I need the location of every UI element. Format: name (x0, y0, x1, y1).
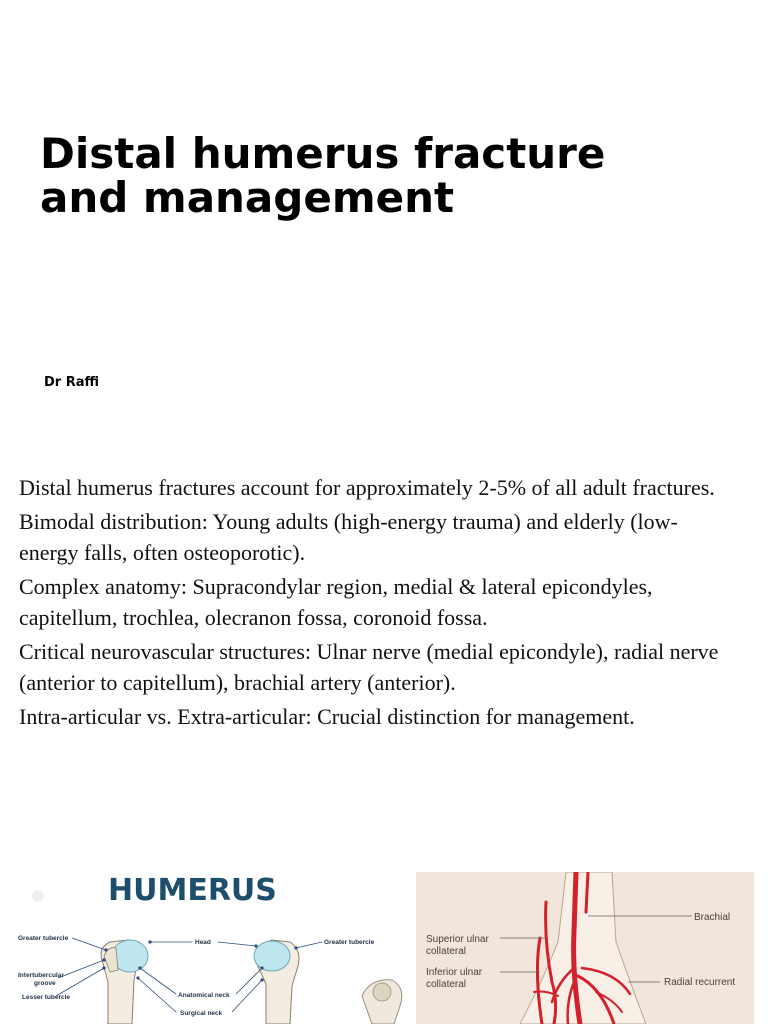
label-intertubercular-groove-2: groove (34, 980, 56, 987)
slide-title-line-2: and management (40, 173, 455, 222)
slide-title (40, 129, 740, 222)
overview-bullet-list (19, 472, 719, 735)
bullet-item: Critical neurovascular structures: Ulnar nerve (medial epicondyle), radial nerve (anterior to capitellum), brachial artery (anterior). (19, 639, 719, 695)
watermark-mark (32, 890, 44, 902)
bullet-item: Bimodal distribution: Young adults (high-energy trauma) and elderly (low-energy falls, often osteoporotic). (19, 509, 678, 565)
elbow-arteries-diagram (416, 872, 754, 1024)
label-superior-ulnar-collateral-2: collateral (426, 946, 467, 957)
elbow-arteries-illustration (416, 872, 754, 1024)
shoulder-inset (362, 980, 402, 1024)
label-inferior-ulnar-collateral: Inferior ulnar (426, 967, 483, 978)
label-intertubercular-groove: Intertubercular (18, 972, 64, 979)
slide-title-line-1: Distal humerus fracture (40, 129, 606, 178)
humerus-bone-posterior (254, 940, 299, 1024)
label-surgical-neck: Surgical neck (180, 1010, 223, 1017)
bullet-item: Distal humerus fractures account for approximately 2-5% of all adult fractures. (19, 475, 715, 500)
humerus-bone-anterior (101, 940, 148, 1024)
humerus-illustration (0, 860, 410, 1024)
bullet-item: Complex anatomy: Supracondylar region, medial & lateral epicondyles, capitellum, trochlea, olecranon fossa, coronoid fossa. (19, 574, 653, 630)
label-superior-ulnar-collateral: Superior ulnar (426, 934, 489, 945)
humerus-heading: HUMERUS (108, 873, 277, 908)
label-brachial: Brachial (694, 912, 731, 923)
label-lesser-tubercle: Lesser tubercle (22, 994, 71, 1001)
label-greater-tubercle-right: Greater tubercle (324, 939, 375, 946)
label-head: Head (195, 939, 211, 946)
label-radial-recurrent: Radial recurrent (664, 977, 736, 988)
humerus-diagram (0, 860, 410, 1024)
label-inferior-ulnar-collateral-2: collateral (426, 979, 467, 990)
author-name: Dr Raffi (44, 375, 100, 390)
bullet-item: Intra-articular vs. Extra-articular: Crucial distinction for management. (19, 704, 635, 729)
label-anatomical-neck: Anatomical neck (178, 992, 230, 999)
label-greater-tubercle-left: Greater tubercle (18, 935, 69, 942)
